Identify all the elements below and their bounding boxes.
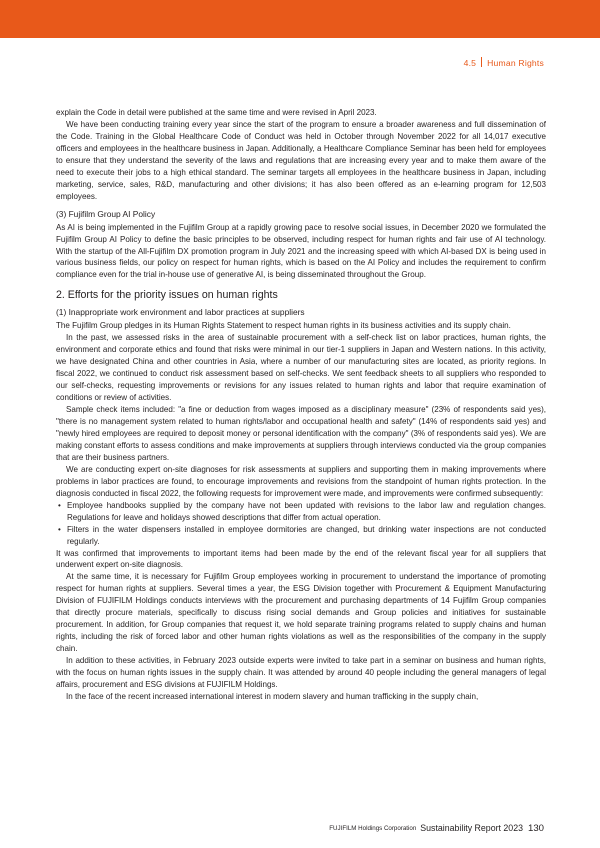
section-separator [481,57,482,67]
improvement-list [56,500,546,548]
paragraph-code-revision: explain the Code in detail were published at the same time and were revised in April 2023. [56,108,377,117]
paragraph-procurement-training: At the same time, it is necessary for Fujifilm Group employees working in procurement to understand the importance of promoting respect for human rights at suppliers. Several times a year, the ESG Division together with Procurement & Equipment Manufacturing Division of FUJIFILM Holdings conducts interviews with the procurement and purchasing departments of 14 Fujifilm Group companies that directly procure materials, specifically to discuss rising social demands and Group policies and initiatives for sustainable procurement. In addition, for Group companies that request it, we hold separate training programs related to supply chains and human rights, including the risk of forced labor and other human rights violations as well as the responsibilities of the company in the supply chain. [56,572,546,654]
paragraph-onsite-diagnosis: We are conducting expert on-site diagnoses for risk assessments at suppliers and supporting them in making improvements where problems in labor practices are found, to encourage improvements and revisions from the standpoint of human rights protection. In the diagnosis conducted in fiscal 2022, the following requests for improvement were made, and improvements were confirmed subsequently: [56,464,546,498]
paragraph-training: We have been conducting training every year since the start of the program to ensure a broader awareness and full dissemination of the Code. Training in the Global Healthcare Code of Conduct was held in October through November 2022 for all 14,017 executive officers and employees in the healthcare business in Japan. Additionally, a Healthcare Compliance Seminar has been held for employees to ensure that they understand the severity of the laws and regulations that are increasing every year and to make them aware of the need to execute their jobs to a high ethical standard. The seminar targets all employees in the healthcare business in Japan, including marketing, service, sales, R&D, manufacturing and other divisions; it has also been offered as an e-learning program for 12,503 employees. [56,119,546,201]
footer-report-title: Sustainability Report 2023 [420,823,523,833]
header-color-bar [0,0,600,38]
paragraph-modern-slavery: In the face of the recent increased international interest in modern slavery and human trafficking in the supply chain, [66,691,479,701]
paragraph-confirmation: It was confirmed that improvements to important items had been made by the end of the relevant fiscal year for all suppliers that underwent expert on-site diagnosis. [56,548,546,570]
page-content [56,107,546,703]
paragraph-pledge: The Fujifilm Group pledges in its Human Rights Statement to respect human rights in its business activities and its supply chain. [56,321,511,331]
paragraph-ai-policy: As AI is being implemented in the Fujifilm Group at a rapidly growing pace to resolve social issues, in December 2020 we formulated the Fujifilm Group AI Policy to define the basic principles to be observed, including respect for human rights and fair use of AI technology. With the startup of the All-Fujifilm DX promotion program in July 2021 and the increasing speed with which AI-based DX is being used in various business fields, our policy on respect for human rights, which is based on the AI Policy and includes the requirement to confirm compliance even for the trial in-house use of generative AI, is being disseminated throughout the Group. [56,222,546,280]
heading-priority-issues: 2. Efforts for the priority issues on human rights [56,289,278,302]
paragraph-seminar: In addition to these activities, in February 2023 outside experts were invited to take part in a seminar on business and human rights, with the focus on human rights issues in the supply chain. It was attended by around 40 people including the general managers of legal affairs, procurement and ESG divisions at FUJIFILM Holdings. [56,656,546,689]
section-number: 4.5 [463,58,477,68]
paragraph-check-items: Sample check items included: "a fine or deduction from wages imposed as a disciplinary measure" (23% of respondents said yes), "there is no management system related to human rights/labor and occupational health and safety" (14% of respondents said yes) and "newly hired employees are required to deposit money or personal identification with the company" (3% of respondents said yes). We are making constant efforts to assess conditions and make improvements at suppliers through interviews conducted via the group companies that are their business partners. [56,405,546,462]
heading-ai-policy: (3) Fujifilm Group AI Policy [56,208,156,219]
section-header [464,57,544,68]
section-title: Human Rights [487,58,544,68]
page-footer [329,818,544,836]
list-item: • Employee handbooks supplied by the company have not been updated with revisions to the labor law and regulation changes. Regulations for leave and holidays showed descriptions that differ from actual operation. [56,500,546,524]
paragraph-risk-assessment: In the past, we assessed risks in the area of sustainable procurement with a self-check list on labor practices, human rights, the environment and corporate ethics and found that risks were minimal in our tier-1 suppliers in Japan and Western nations. In this activity, we have designated China and other countries in Asia, where a number of our manufacturing sites are located, as priority regions. In fiscal 2022, we continued to conduct risk assessment based on self-checks. We sent feedback sheets to all suppliers who responded to our self-checks, requesting improvements or revisions for any issues related to human rights and labor that require examination of conditions or review of activities. [56,333,546,403]
footer-corporation: FUJIFILM Holdings Corporation [329,825,417,832]
page-number: 130 [527,823,544,834]
heading-labor-practices: (1) Inappropriate work environment and labor practices at suppliers [56,307,305,318]
list-item: • Filters in the water dispensers installed in employee dormitories are changed, but drinking water inspections are not conducted regularly. [56,524,546,548]
